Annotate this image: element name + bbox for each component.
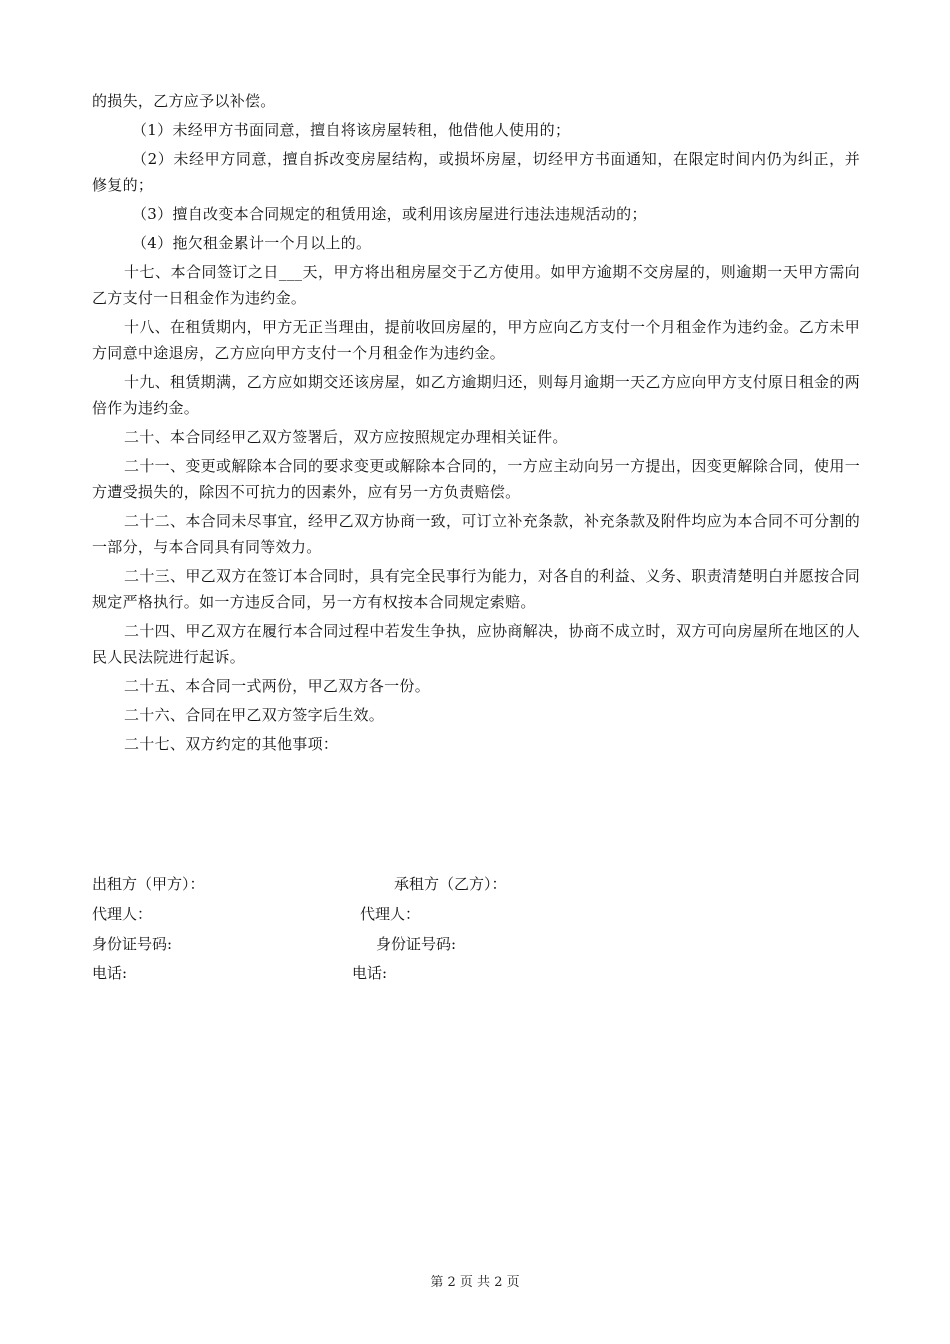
clause-item-4: （4）拖欠租金累计一个月以上的。	[132, 234, 372, 252]
clause-20: 二十、本合同经甲乙双方签署后，双方应按照规定办理相关证件。	[124, 428, 568, 446]
clause-26: 二十六、合同在甲乙双方签字后生效。	[124, 706, 385, 724]
page-footer: 第 2 页 共 2 页	[430, 1275, 520, 1290]
clause-17: 十七、本合同签订之日___天，甲方将出租房屋交于乙方使用。如甲方逾期不交房屋的，则逾期一天甲方需向乙方支付一日租金作为违约金。	[92, 263, 860, 307]
contract-body	[92, 88, 860, 760]
clause-27: 二十七、双方约定的其他事项：	[124, 735, 339, 753]
clause-continuation: 的损失，乙方应予以补偿。	[92, 92, 276, 110]
lessor-id-label: 身份证号码:	[92, 935, 173, 953]
lessor-agent-label: 代理人：	[92, 905, 153, 923]
clause-22: 二十二、本合同未尽事宜，经甲乙双方协商一致，可订立补充条款，补充条款及附件均应为本合同不可分割的一部分，与本合同具有同等效力。	[92, 512, 860, 556]
lessor-label: 出租方（甲方）：	[92, 875, 205, 893]
lessee-agent-label: 代理人：	[360, 905, 421, 923]
clause-21: 二十一、变更或解除本合同的要求变更或解除本合同的，一方应主动向另一方提出，因变更解除合同，使用一方遭受损失的，除因不可抗力的因素外，应有另一方负责赔偿。	[92, 457, 860, 501]
clause-item-2: （2）未经甲方同意，擅自拆改变房屋结构，或损坏房屋，切经甲方书面通知，在限定时间内仍为纠正，并修复的；	[92, 150, 860, 194]
clause-25: 二十五、本合同一式两份，甲乙双方各一份。	[124, 677, 431, 695]
clause-24: 二十四、甲乙双方在履行本合同过程中若发生争执，应协商解决，协商不成立时，双方可向房屋所在地区的人民人民法院进行起诉。	[92, 622, 860, 666]
lessee-id-label: 身份证号码:	[376, 935, 457, 953]
lessee-label: 承租方（乙方）：	[394, 875, 507, 893]
clause-item-1: （1）未经甲方书面同意，擅自将该房屋转租，他借他人使用的；	[132, 121, 571, 139]
clause-19: 十九、租赁期满，乙方应如期交还该房屋，如乙方逾期归还，则每月逾期一天乙方应向甲方支付原日租金的两倍作为违约金。	[92, 373, 860, 417]
lessor-phone-label: 电话:	[92, 964, 128, 982]
clause-23: 二十三、甲乙双方在签订本合同时，具有完全民事行为能力，对各自的利益、义务、职责清楚明白并愿按合同规定严格执行。如一方违反合同，另一方有权按本合同规定索赔。	[92, 567, 860, 611]
lessee-phone-label: 电话:	[352, 964, 388, 982]
clause-item-3: （3）擅自改变本合同规定的租赁用途，或利用该房屋进行违法违规活动的；	[132, 205, 647, 223]
clause-18: 十八、在租赁期内，甲方无正当理由，提前收回房屋的，甲方应向乙方支付一个月租金作为违约金。乙方未甲方同意中途退房，乙方应向甲方支付一个月租金作为违约金。	[92, 318, 860, 362]
